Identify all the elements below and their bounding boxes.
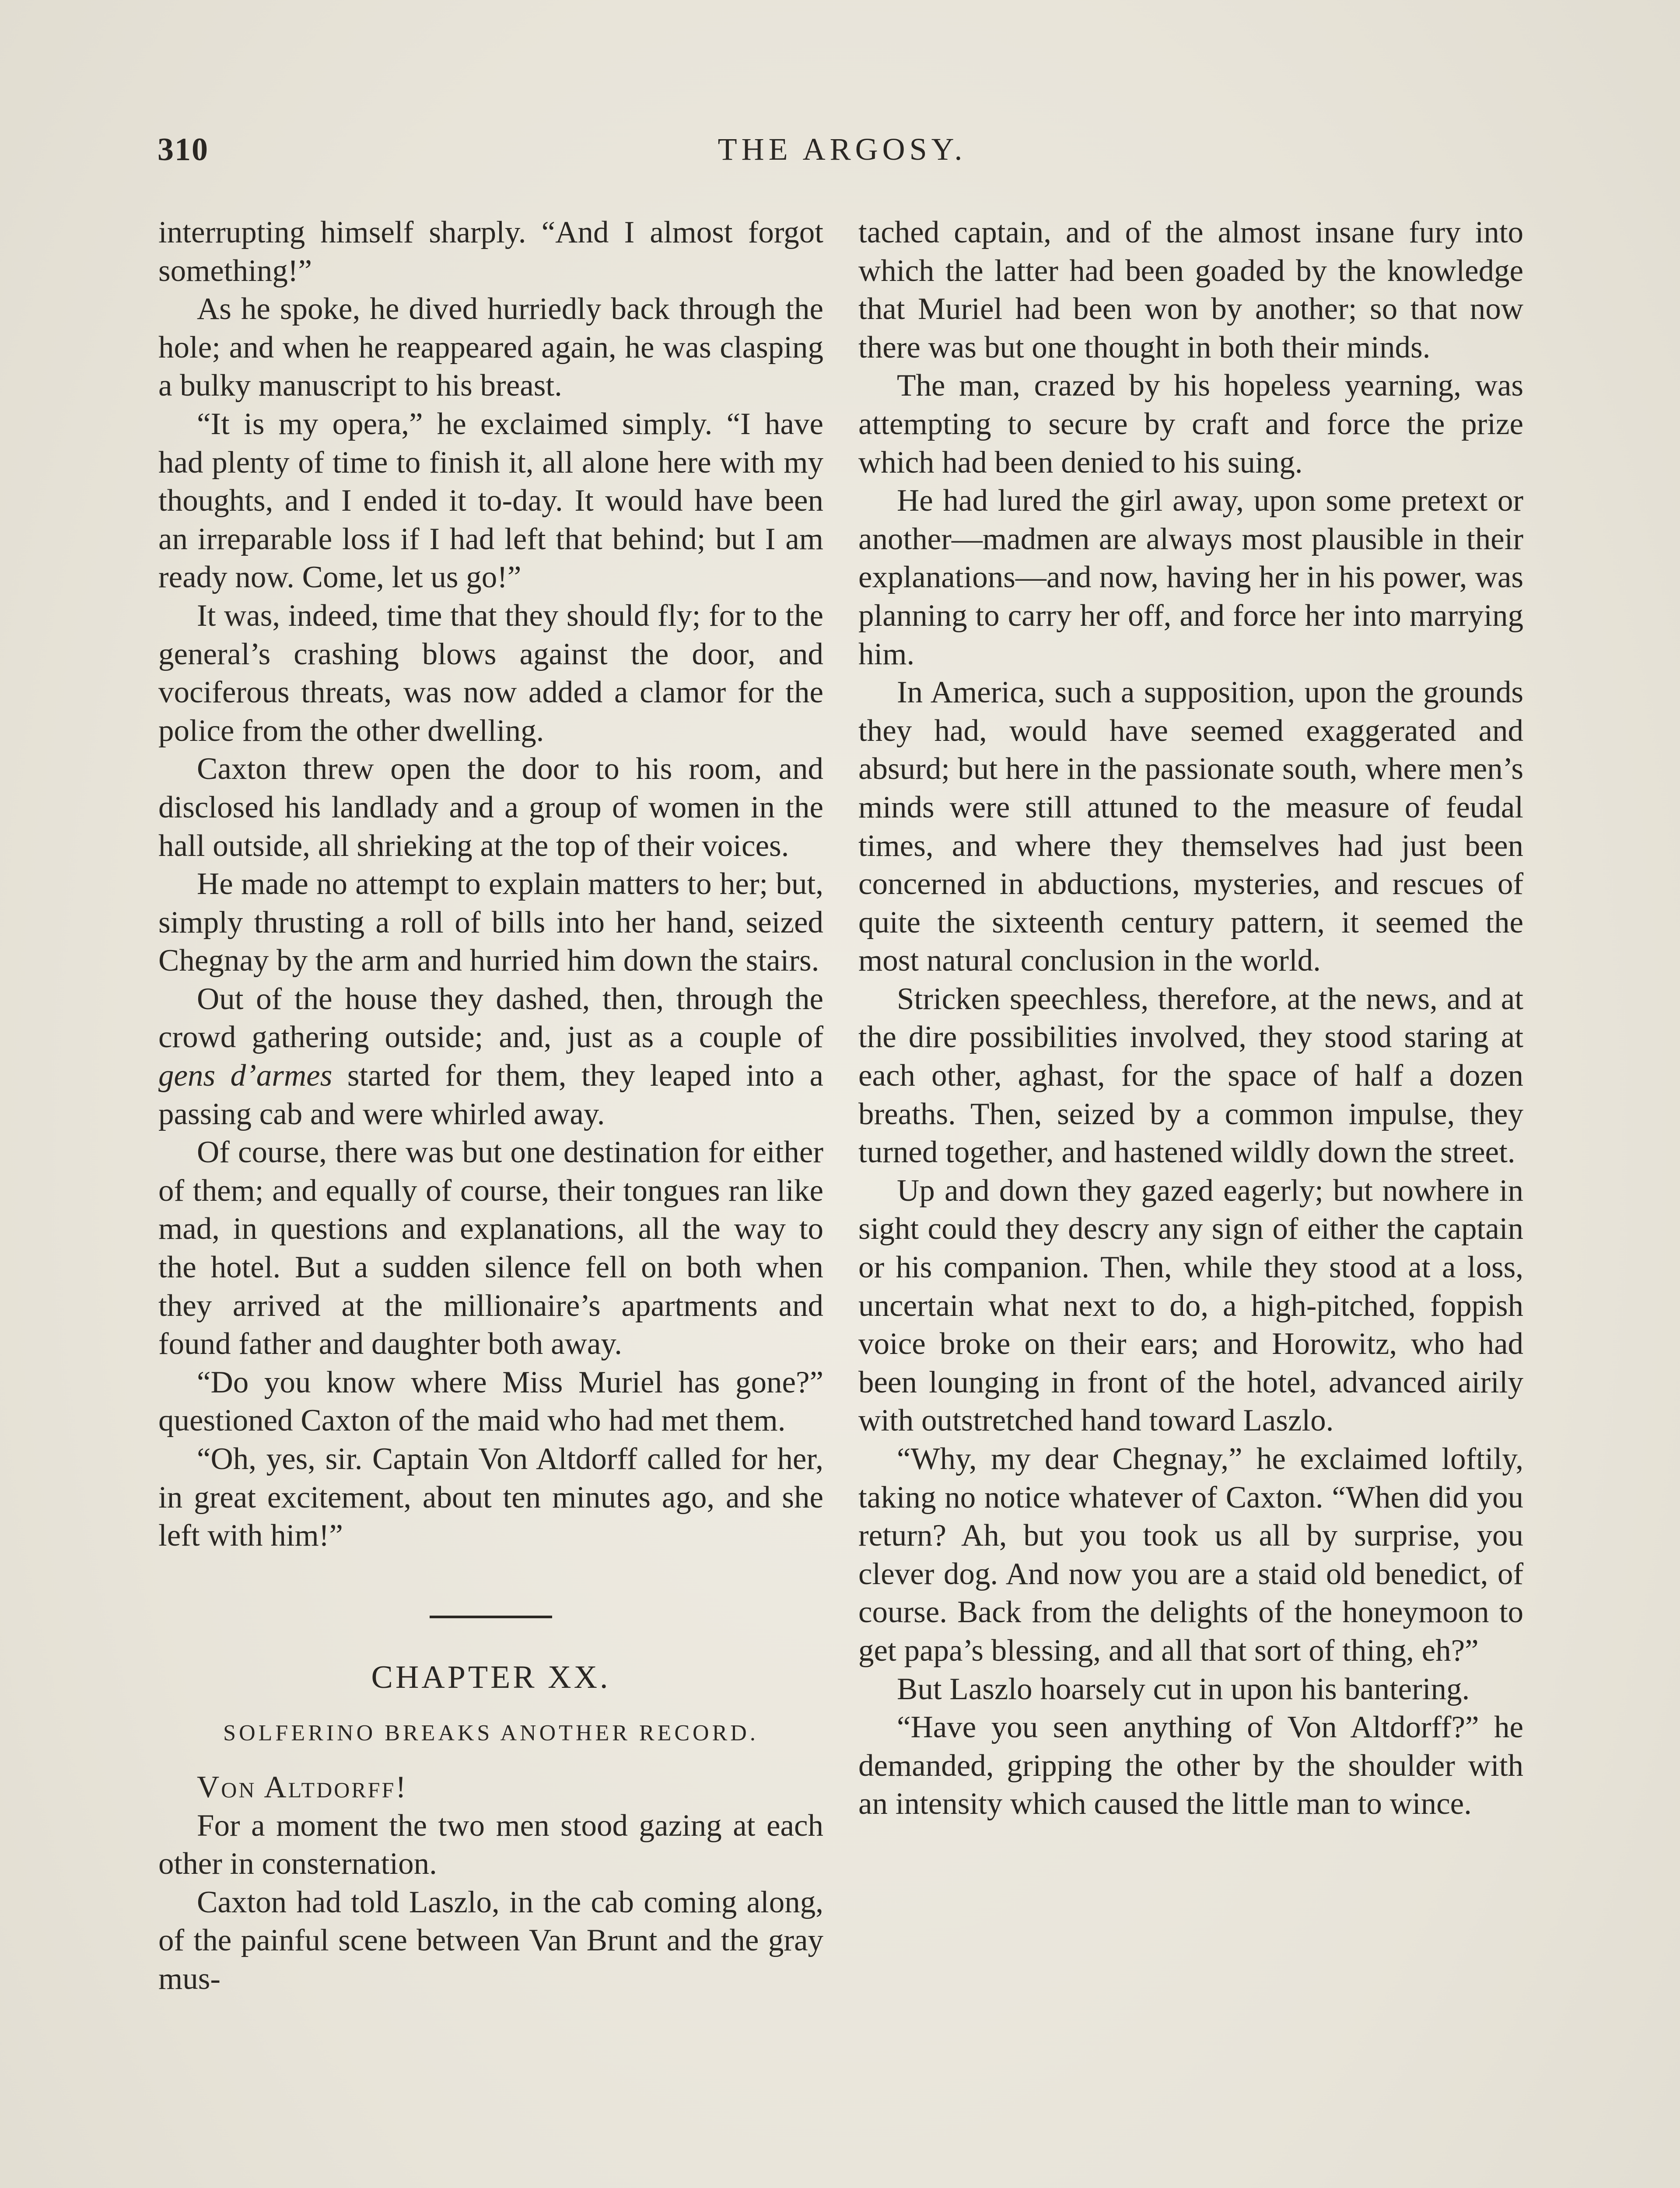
paragraph: The man, crazed by his hopeless yearning, was attempting to secure by craft and force the prize which had been denied to his suing. <box>858 368 1523 480</box>
paragraph: tached captain, and of the almost insane fury into which the latter had been goaded by the knowledge that Muriel had been won by another; so that now there was but one thought in both their minds. <box>858 215 1523 365</box>
paragraph: interrupting himself sharply. “And I almost forgot something!” <box>158 215 823 288</box>
running-head: THE ARGOSY. <box>718 132 967 167</box>
paragraph: He had lured the girl away, upon some pretext or another—madmen are always most plausible in their explanations—and now, having her in his power, was planning to carry her off, and force her into marrying him. <box>858 484 1523 671</box>
paragraph: As he spoke, he dived hurriedly back through the hole; and when he reappeared again, he was clasping a bulky manuscript to his breast. <box>158 292 823 403</box>
paragraph: But Laszlo hoarsely cut in upon his bantering. <box>897 1672 1470 1706</box>
page-header <box>158 131 1527 193</box>
paragraph: “Why, my dear Chegnay,” he exclaimed loftily, taking no notice whatever of Caxton. “When did you return? Ah, but you took us all by surprise, you clever dog. And now you are a staid old benedict, of course. Back from the delights of the honeymoon to get papa’s blessing, and all that sort of thing, eh?” <box>858 1442 1523 1668</box>
paragraph: “Have you seen anything of Von Altdorff?” he demanded, gripping the other by the shoulder with an intensity which caused the little man to wince. <box>858 1710 1523 1821</box>
left-column <box>158 214 823 1999</box>
chapter-divider <box>430 1616 552 1618</box>
paragraph: Caxton threw open the door to his room, and disclosed his landlady and a group of women in the hall outside, all shrieking at the top of their voices. <box>158 752 823 863</box>
chapter-opening: Von Altdorff! <box>197 1770 408 1804</box>
right-column <box>858 214 1523 1823</box>
paragraph: Stricken speechless, therefore, at the news, and at the dire possibilities involved, they stood staring at each other, aghast, for the space of half a dozen breaths. Then, seized by a common impulse, they turned together, and hastened wildly down the street. <box>858 982 1523 1170</box>
paragraph: He made no attempt to explain matters to her; but, simply thrusting a roll of bills into her hand, seized Chegnay by the arm and hurried him down the stairs. <box>158 867 823 978</box>
chapter-title: CHAPTER XX. <box>371 1659 611 1695</box>
paragraph: Up and down they gazed eagerly; but nowhere in sight could they descry any sign of either the captain or his companion. Then, while they stood at a loss, uncertain what next to do, a high-pitched, foppish voice broke on their ears; and Horowitz, who had been lounging in front of the hotel, advanced airily with outstretched hand toward Laszlo. <box>858 1173 1523 1438</box>
italic-phrase: gens d’armes <box>158 1059 332 1093</box>
page-number: 310 <box>158 132 209 168</box>
paragraph: “It is my opera,” he exclaimed simply. “I have had plenty of time to finish it, all alone here with my thoughts, and I ended it to-day. It would have been an irreparable loss if I had left that behind; but I am ready now. Come, let us go!” <box>158 407 823 595</box>
paragraph: Caxton had told Laszlo, in the cab coming along, of the painful scene between Van Brunt and the gray mus- <box>158 1885 823 1996</box>
paragraph: For a moment the two men stood gazing at each other in consternation. <box>158 1808 823 1881</box>
paragraph-text: Out of the house they dashed, then, through the crowd gathering outside; and, just as a couple of <box>158 982 823 1055</box>
paragraph: “Oh, yes, sir. Captain Von Altdorff called for her, in great excitement, about ten minutes ago, and she left with him!” <box>158 1442 823 1553</box>
paragraph: In America, such a supposition, upon the grounds they had, would have seemed exaggerated and absurd; but here in the passionate south, where men’s minds were still attuned to the measure of feudal times, and where they themselves had just been concerned in abductions, mysteries, and rescues of quite the sixteenth century pattern, it seemed the most natural conclusion in the world. <box>858 675 1523 978</box>
paragraph: It was, indeed, time that they should fly; for to the general’s crashing blows against the door, and vociferous threats, was now added a clamor for the police from the other dwelling. <box>158 598 823 748</box>
paragraph: Of course, there was but one destination for either of them; and equally of course, their tongues ran like mad, in questions and explanations, all the way to the hotel. But a sudden silence fell on both when they arrived at the millionaire’s apartments and found father and daughter both away. <box>158 1135 823 1361</box>
paragraph <box>158 980 823 1133</box>
chapter-subtitle: SOLFERINO BREAKS ANOTHER RECORD. <box>223 1721 759 1746</box>
paragraph: “Do you know where Miss Muriel has gone?” questioned Caxton of the maid who had met them. <box>158 1365 823 1438</box>
paragraph-text: started for them, they leaped into a passing cab and were whirled away. <box>158 1059 823 1131</box>
